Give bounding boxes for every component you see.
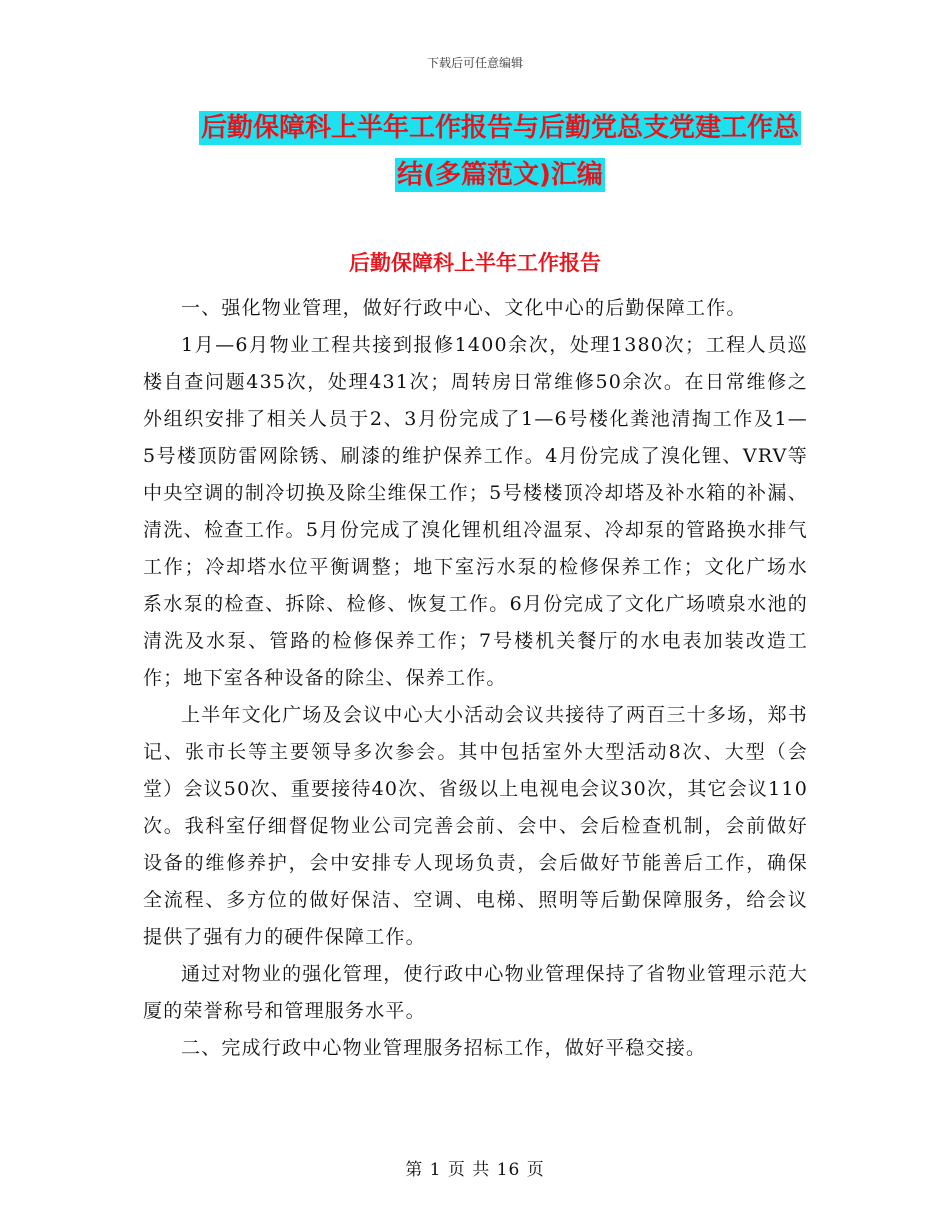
paragraph: 一、强化物业管理，做好行政中心、文化中心的后勤保障工作。 [181,297,747,319]
section-title: 后勤保障科上半年工作报告 [349,251,601,275]
title-highlight: 结(多篇范文)汇编 [397,160,603,190]
title-highlight: 后勤保障科上半年工作报告与后勤党总支党建工作总 [200,113,799,143]
document-title-line-2 [150,157,850,193]
document-title-line-1 [150,110,850,146]
page-header: 下载后可任意编辑 [426,56,523,70]
paragraph: 1月—6月物业工程共接到报修1400余次，处理1380次；工程人员巡楼自查问题435次，处理431次；周转房日常维修50余次。在日常维修之外组织安排了相关人员于2、3月份完成了1—6号楼化粪池清掏工作及1—5号楼顶防雷网除锈、刷漆的维护保养工作。4月份完成了溴化锂、VRV等中央空调的制冷切换及除尘维保工作；5号楼楼顶冷却塔及补水箱的补漏、清洗、检查工作。5月份完成了溴化锂机组冷温泵、冷却泵的管路换水排气工作；冷却塔水位平衡调整；地下室污水泵的检修保养工作；文化广场水系水泵的检查、拆除、检修、恢复工作。6月份完成了文化广场喷泉水池的清洗及水泵、管路的检修保养工作；7号楼机关餐厅的水电表加装改造工作；地下室各种设备的除尘、保养工作。 [143,334,808,689]
paragraph: 二、完成行政中心物业管理服务招标工作，做好平稳交接。 [181,1037,707,1059]
page-footer: 第 1 页 共 16 页 [405,1160,545,1180]
paragraph: 上半年文化广场及会议中心大小活动会议共接待了两百三十多场，郑书记、张市长等主要领导多次参会。其中包括室外大型活动8次、大型（会堂）会议50次、重要接待40次、省级以上电视电会议30次，其它会议110次。我科室仔细督促物业公司完善会前、会中、会后检查机制，会前做好设备的维修养护，会中安排专人现场负责，会后做好节能善后工作，确保全流程、多方位的做好保洁、空调、电梯、照明等后勤保障服务，给会议提供了强有力的硬件保障工作。 [143,704,808,948]
document-body [143,290,808,1067]
paragraph: 通过对物业的强化管理，使行政中心物业管理保持了省物业管理示范大厦的荣誉称号和管理服务水平。 [143,963,808,1022]
